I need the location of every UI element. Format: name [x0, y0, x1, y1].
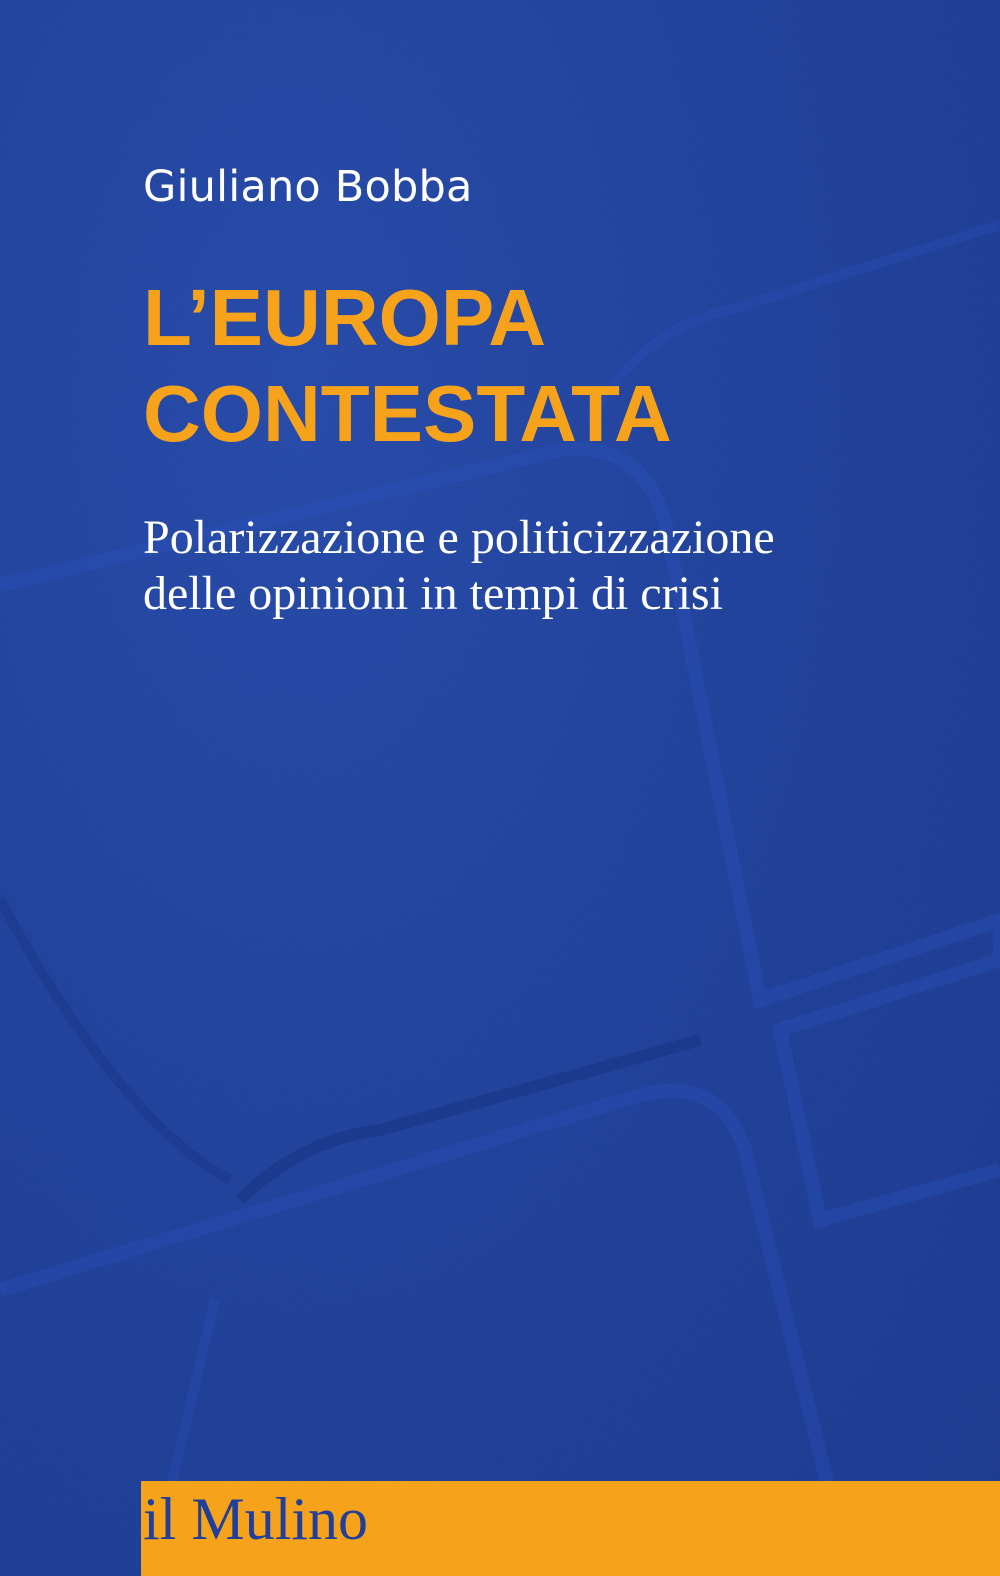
- subtitle-line-2: delle opinioni in tempi di crisi: [143, 567, 723, 620]
- title-line-1: L’EUROPA: [143, 273, 547, 362]
- book-subtitle: [143, 510, 775, 622]
- author-name: Giuliano Bobba: [143, 162, 473, 212]
- title-line-2: CONTESTATA: [143, 369, 672, 458]
- subtitle-line-1: Polarizzazione e politicizzazione: [143, 511, 775, 564]
- book-title: [143, 270, 672, 462]
- publisher-logo: il Mulino: [143, 1486, 369, 1552]
